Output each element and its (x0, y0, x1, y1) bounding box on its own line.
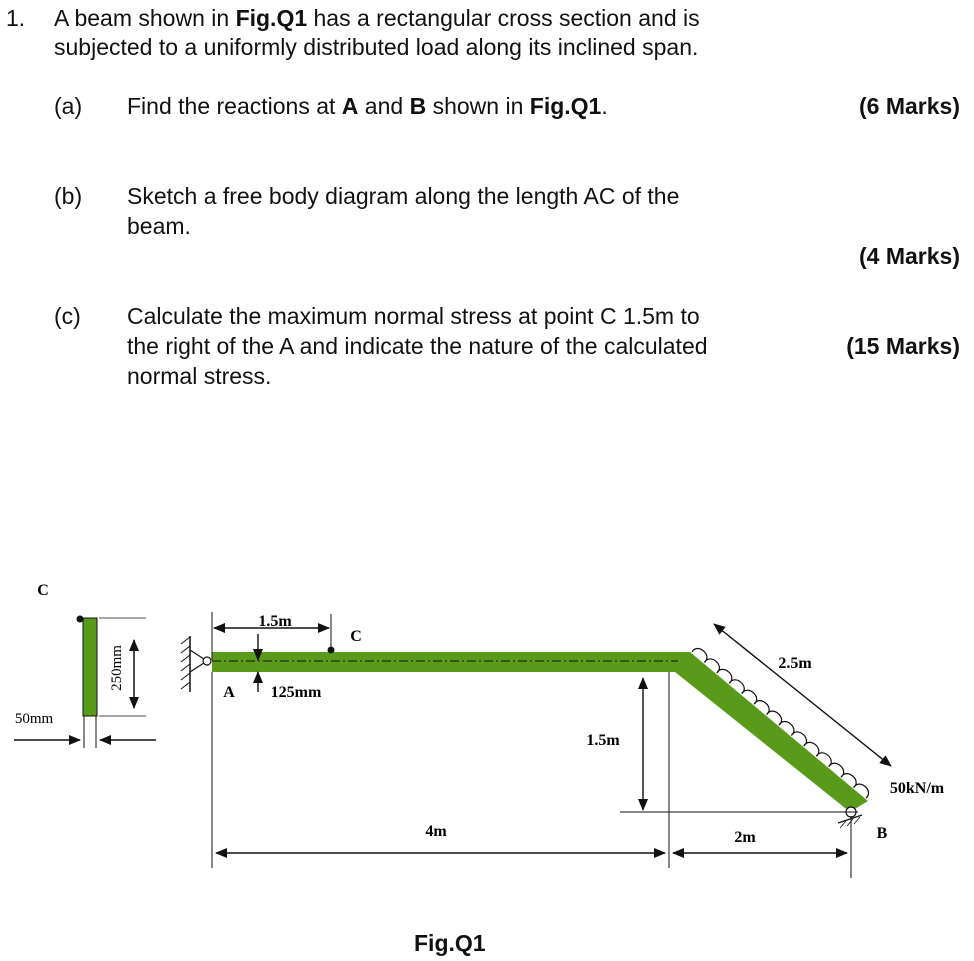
part-c-line1: Calculate the maximum normal stress at point C 1.5m to (127, 303, 700, 329)
section-label-c: C (37, 582, 49, 599)
inclined-beam (675, 652, 868, 812)
pin-support-a (181, 636, 211, 692)
part-c-label: (c) (54, 303, 81, 329)
label-b: B (876, 825, 888, 842)
part-c-marks: (15 Marks) (846, 333, 960, 359)
part-b-marks: (4 Marks) (859, 243, 960, 269)
figure-caption: Fig.Q1 (414, 930, 486, 956)
question-intro-line2: subjected to a uniformly distributed load along its inclined span. (54, 34, 699, 60)
label-c: C (350, 628, 362, 645)
section-height-label: 250mm (109, 645, 125, 691)
label-a: A (223, 684, 235, 701)
part-c-line3: normal stress. (127, 363, 272, 389)
cross-section (14, 582, 156, 748)
horizontal-beam (212, 652, 675, 672)
section-width-label: 50mm (14, 711, 54, 727)
section-rectangle (83, 618, 97, 716)
part-b-label: (b) (54, 183, 83, 209)
dim-2m-label: 2m (734, 829, 756, 846)
part-a-marks: (6 Marks) (859, 93, 960, 119)
depth-label: 125mm (270, 684, 322, 701)
inclined-length-label: 2.5m (778, 655, 812, 672)
section-point-c (77, 616, 84, 623)
support-b (838, 807, 862, 828)
question-number: 1. (6, 5, 26, 31)
part-b-line2: beam. (127, 213, 191, 239)
dim-4m-label: 4m (425, 823, 447, 840)
vertical-drop-label: 1.5m (586, 732, 620, 749)
dim-ac-label: 1.5m (258, 613, 292, 630)
part-a-text: Find the reactions at A and B shown in Fig.Q1. (127, 93, 608, 119)
part-c-line2: the right of the A and indicate the nature of the calculated (127, 333, 708, 359)
part-a-label: (a) (54, 93, 83, 119)
part-b-line1: Sketch a free body diagram along the length AC of the (127, 183, 680, 209)
point-c-marker (328, 647, 335, 654)
udl-label: 50kN/m (889, 780, 945, 797)
question-intro-line1: A beam shown in Fig.Q1 has a rectangular cross section and is (54, 5, 700, 31)
